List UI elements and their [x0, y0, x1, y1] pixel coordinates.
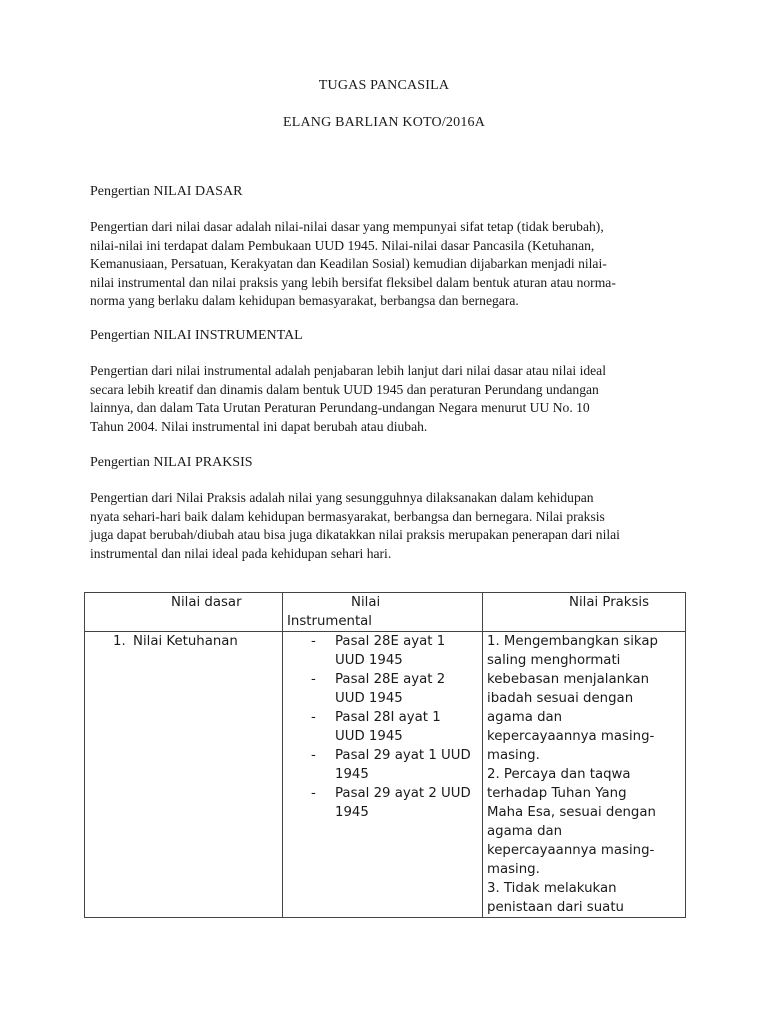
- list-line: UUD 1945: [335, 729, 403, 744]
- paragraph-line: nilai instrumental dan nilai praksis yang lebih bersifat fleksibel dalam bentuk aturan atau norma-: [90, 274, 616, 290]
- list-line: Pasal 29 ayat 1 UUD: [335, 748, 471, 763]
- praksis-line: terhadap Tuhan Yang: [487, 786, 627, 801]
- praksis-line: 2. Percaya dan taqwa: [487, 767, 631, 782]
- list-item: [89, 632, 278, 651]
- praksis-line: ibadah sesuai dengan: [487, 691, 634, 706]
- header-line: Instrumental: [287, 614, 373, 629]
- document-author: ELANG BARLIAN KOTO/2016A: [282, 115, 486, 130]
- praksis-line: 1. Mengembangkan sikap: [487, 634, 658, 649]
- paragraph-line: lainnya, dan dalam Tata Urutan Peraturan Perundang-undangan Negara menurut UU No. 10: [90, 400, 590, 415]
- list-line: Pasal 28E ayat 2: [335, 672, 446, 687]
- list-number: 1.: [113, 634, 126, 649]
- praksis-line: penistaan dari suatu: [487, 900, 624, 915]
- praksis-line: kepercayaannya masing-: [487, 843, 655, 858]
- paragraph-line: Kemanusiaan, Persatuan, Kerakyatan dan Keadilan Sosial) kemudian dijabarkan menjadi nilai-: [90, 256, 607, 271]
- table-header-nilai-praksis: Nilai Praksis: [483, 593, 686, 632]
- table-row: [85, 632, 686, 918]
- list-item: [287, 746, 478, 784]
- list-line: 1945: [335, 767, 369, 782]
- document-title: TUGAS PANCASILA: [318, 78, 450, 93]
- list-item: [287, 670, 478, 708]
- list-line: Pasal 28I ayat 1: [335, 710, 441, 725]
- paragraph-line: instrumental dan nilai ideal pada kehidupan sehari hari.: [90, 545, 392, 561]
- list-text: Nilai Ketuhanan: [133, 634, 238, 649]
- table-cell-instrumental: [283, 632, 483, 918]
- list-line: Pasal 28E ayat 1: [335, 634, 446, 649]
- paragraph-line: Tahun 2004. Nilai instrumental ini dapat berubah atau diubah.: [90, 418, 428, 434]
- table-header-nilai-instrumental: [283, 593, 483, 632]
- paragraph-line: juga dapat berubah/diubah atau bisa juga dikatakkan nilai praksis merupakan penerapan dari nilai: [90, 527, 620, 542]
- paragraph-line: Pengertian dari nilai instrumental adalah penjabaran lebih lanjut dari nilai dasar atau nilai ideal: [90, 363, 606, 378]
- section-heading-nilai-instrumental: Pengertian NILAI INSTRUMENTAL: [90, 328, 303, 343]
- dash-marker: -: [311, 634, 316, 649]
- praksis-line: agama dan: [487, 710, 563, 725]
- list-line: Pasal 29 ayat 2 UUD: [335, 786, 471, 801]
- paragraph-line: Pengertian dari nilai dasar adalah nilai-nilai dasar yang mempunyai sifat tetap (tidak berubah),: [90, 219, 604, 234]
- praksis-line: kebebasan menjalankan: [487, 672, 650, 687]
- list-item: [287, 784, 478, 822]
- table-header-nilai-dasar: Nilai dasar: [85, 593, 283, 632]
- paragraph-line: norma yang berlaku dalam kehidupan bemasyarakat, berbangsa dan bernegara.: [90, 293, 519, 308]
- list-line: UUD 1945: [335, 691, 403, 706]
- dash-marker: -: [311, 710, 316, 725]
- list-line: UUD 1945: [335, 653, 403, 668]
- praksis-line: Maha Esa, sesuai dengan: [487, 805, 656, 820]
- dash-marker: -: [311, 748, 316, 763]
- table-cell-praksis: [483, 632, 686, 918]
- dash-marker: -: [311, 672, 316, 687]
- praksis-line: saling menghormati: [487, 653, 621, 668]
- section-heading-nilai-dasar: Pengertian NILAI DASAR: [90, 184, 243, 199]
- section-heading-nilai-praksis: Pengertian NILAI PRAKSIS: [90, 455, 253, 470]
- table-header-row: [85, 593, 686, 632]
- praksis-line: agama dan: [487, 824, 563, 839]
- praksis-line: masing.: [487, 748, 540, 763]
- list-item: [287, 708, 478, 746]
- section-paragraph-nilai-dasar: [90, 218, 685, 311]
- section-paragraph-nilai-instrumental: [90, 362, 685, 436]
- table-cell-nilai-dasar: [85, 632, 283, 918]
- paragraph-line: secara lebih kreatif dan dinamis dalam bentuk UUD 1945 dan peraturan Perundang undangan: [90, 381, 599, 397]
- list-item: [287, 632, 478, 670]
- nilai-table: [84, 592, 686, 918]
- section-paragraph-nilai-praksis: [90, 489, 685, 563]
- praksis-line: 3. Tidak melakukan: [487, 881, 617, 896]
- paragraph-line: nilai-nilai ini terdapat dalam Pembukaan UUD 1945. Nilai-nilai dasar Pancasila (Ketuhanan,: [90, 237, 595, 253]
- list-line: 1945: [335, 805, 369, 820]
- paragraph-line: Pengertian dari Nilai Praksis adalah nilai yang sesungguhnya dilaksanakan dalam kehidupan: [90, 490, 594, 505]
- praksis-line: masing.: [487, 862, 540, 877]
- praksis-line: kepercayaannya masing-: [487, 729, 655, 744]
- dash-marker: -: [311, 786, 316, 801]
- paragraph-line: nyata sehari-hari baik dalam kehidupan bermasyarakat, berbangsa dan bernegara. Nilai praksis: [90, 508, 605, 524]
- header-line: Nilai: [351, 595, 381, 610]
